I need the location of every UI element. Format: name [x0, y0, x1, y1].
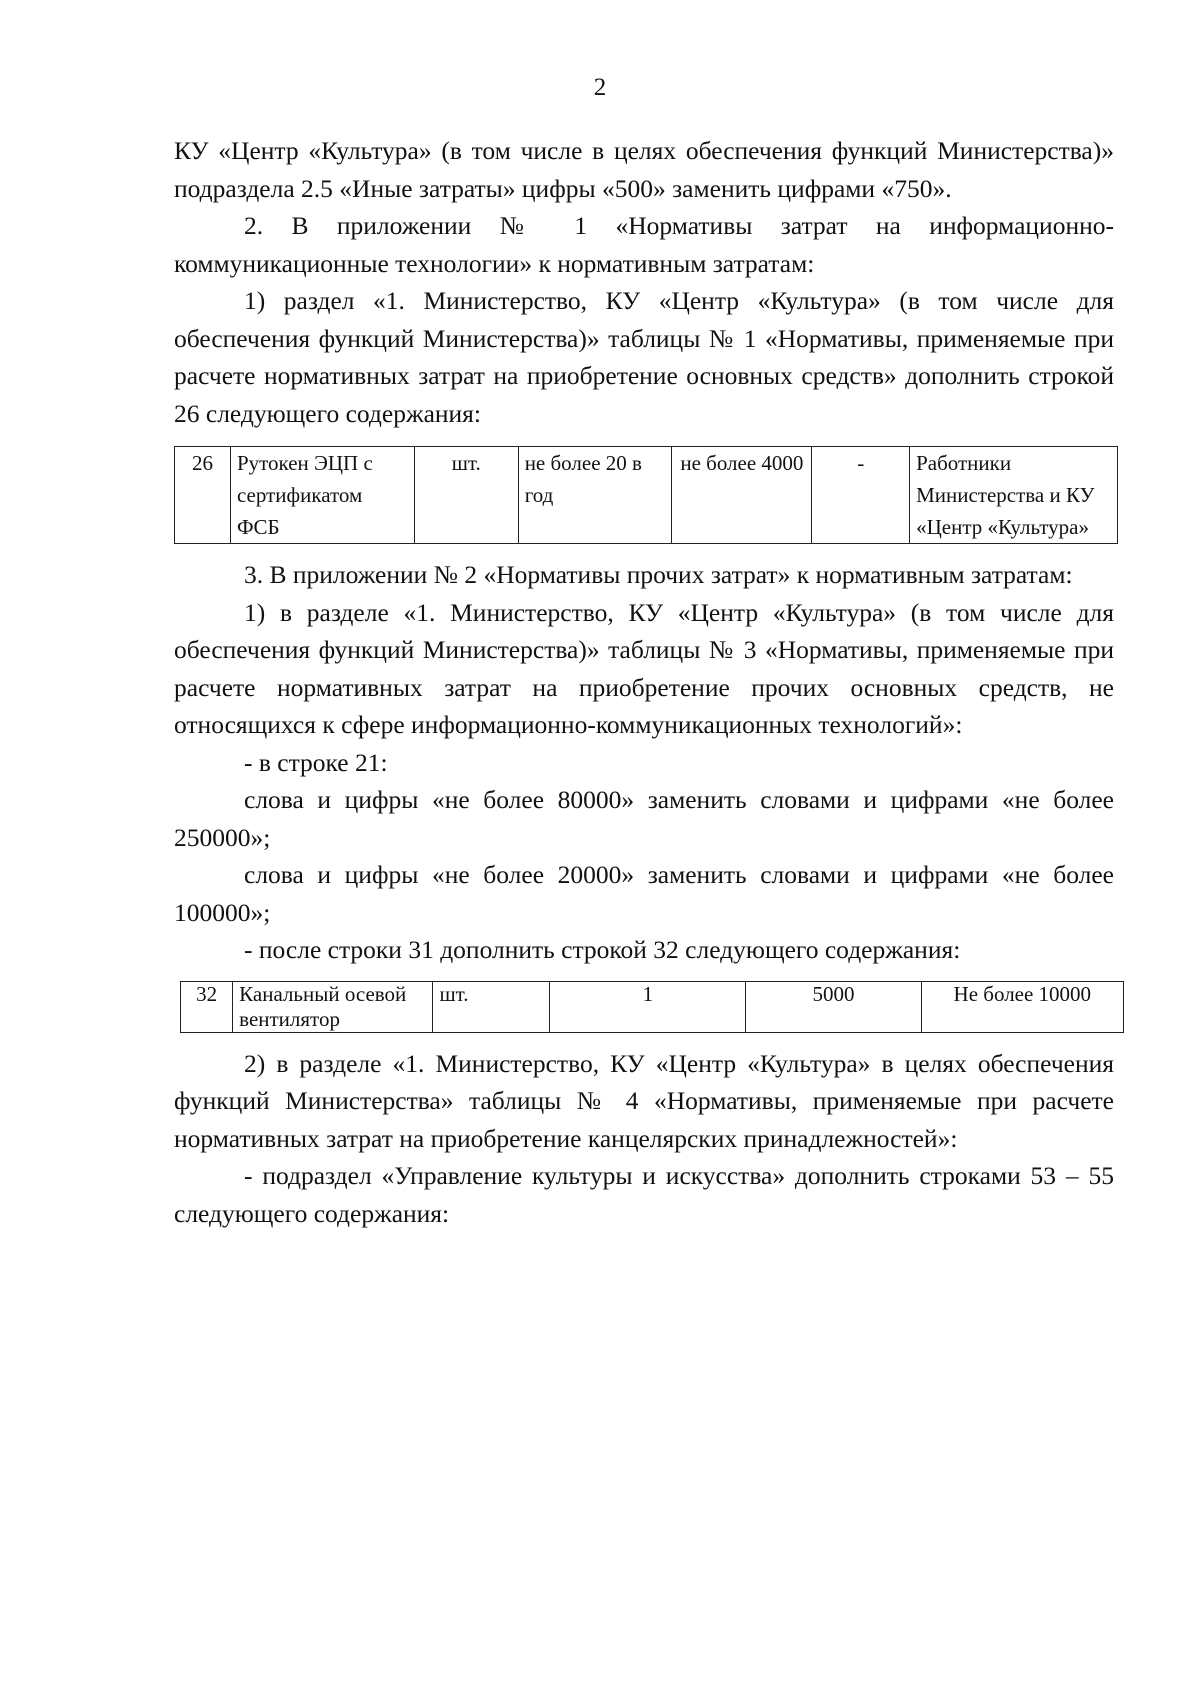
cell-period: -	[812, 447, 910, 544]
paragraph-replace-1: слова и цифры «не более 80000» заменить словами и цифрами «не более 250000»;	[174, 785, 1114, 852]
page-number: 2	[593, 74, 607, 101]
document-body	[174, 132, 1114, 1232]
paragraph-item-2-1: 1) раздел «1. Министерство, КУ «Центр «Культура» (в том числе для обеспечения функций Министерства)» таблицы № 1 «Нормативы, применяемые при расчете нормативных затрат на приобретение основных средств» дополнить строкой 26 следующего содержания:	[174, 286, 1114, 428]
table-row	[175, 447, 1118, 544]
cell-limit: Не более 10000	[921, 981, 1123, 1032]
cell-unit: шт.	[414, 447, 518, 544]
paragraph-continuation: КУ «Центр «Культура» (в том числе в целях обеспечения функций Министерства)» подраздела 2.5 «Иные затраты» цифры «500» заменить цифрами «750».	[174, 136, 1114, 203]
cell-price: не более 4000	[672, 447, 812, 544]
cell-number: 32	[181, 981, 233, 1032]
paragraph-add-row-32: - после строки 31 дополнить строкой 32 следующего содержания:	[244, 935, 961, 964]
cell-name: Рутокен ЭЦП с сертификатом ФСБ	[230, 447, 414, 544]
paragraph-item-3-1: 1) в разделе «1. Министерство, КУ «Центр «Культура» (в том числе для обеспечения функций Министерства)» таблицы № 3 «Нормативы, применяемые при расчете нормативных затрат на приобретение прочих основных средств, не относящихся к сфере информационно-коммуникационных технологий»:	[174, 597, 1114, 739]
cell-price: 5000	[746, 981, 921, 1032]
cell-number: 26	[175, 447, 231, 544]
paragraph-add-rows-53-55: - подраздел «Управление культуры и искусства» дополнить строками 53 – 55 следующего содержания:	[174, 1161, 1114, 1228]
paragraph-item-2: 2. В приложении № 1 «Нормативы затрат на информационно-коммуникационные технологии» к нормативным затратам:	[174, 211, 1114, 278]
paragraph-replace-2: слова и цифры «не более 20000» заменить словами и цифрами «не более 100000»;	[174, 860, 1114, 927]
table-row	[181, 981, 1124, 1032]
cell-quantity: 1	[550, 981, 746, 1032]
table-row-32	[180, 981, 1124, 1033]
paragraph-row-21: - в строке 21:	[244, 747, 388, 777]
table-row-26	[174, 446, 1118, 544]
cell-category: Работники Министерства и КУ «Центр «Культура»	[910, 447, 1118, 544]
cell-quantity: не более 20 в год	[518, 447, 672, 544]
cell-unit: шт.	[433, 981, 550, 1032]
paragraph-item-3-2: 2) в разделе «1. Министерство, КУ «Центр «Культура» в целях обеспечения функций Министерства» таблицы № 4 «Нормативы, применяемые при расчете нормативных затрат на приобретение канцелярских принадлежностей»:	[174, 1048, 1114, 1153]
cell-name: Канальный осевой вентилятор	[233, 981, 433, 1032]
paragraph-item-3: 3. В приложении № 2 «Нормативы прочих затрат» к нормативным затратам:	[244, 560, 1073, 589]
